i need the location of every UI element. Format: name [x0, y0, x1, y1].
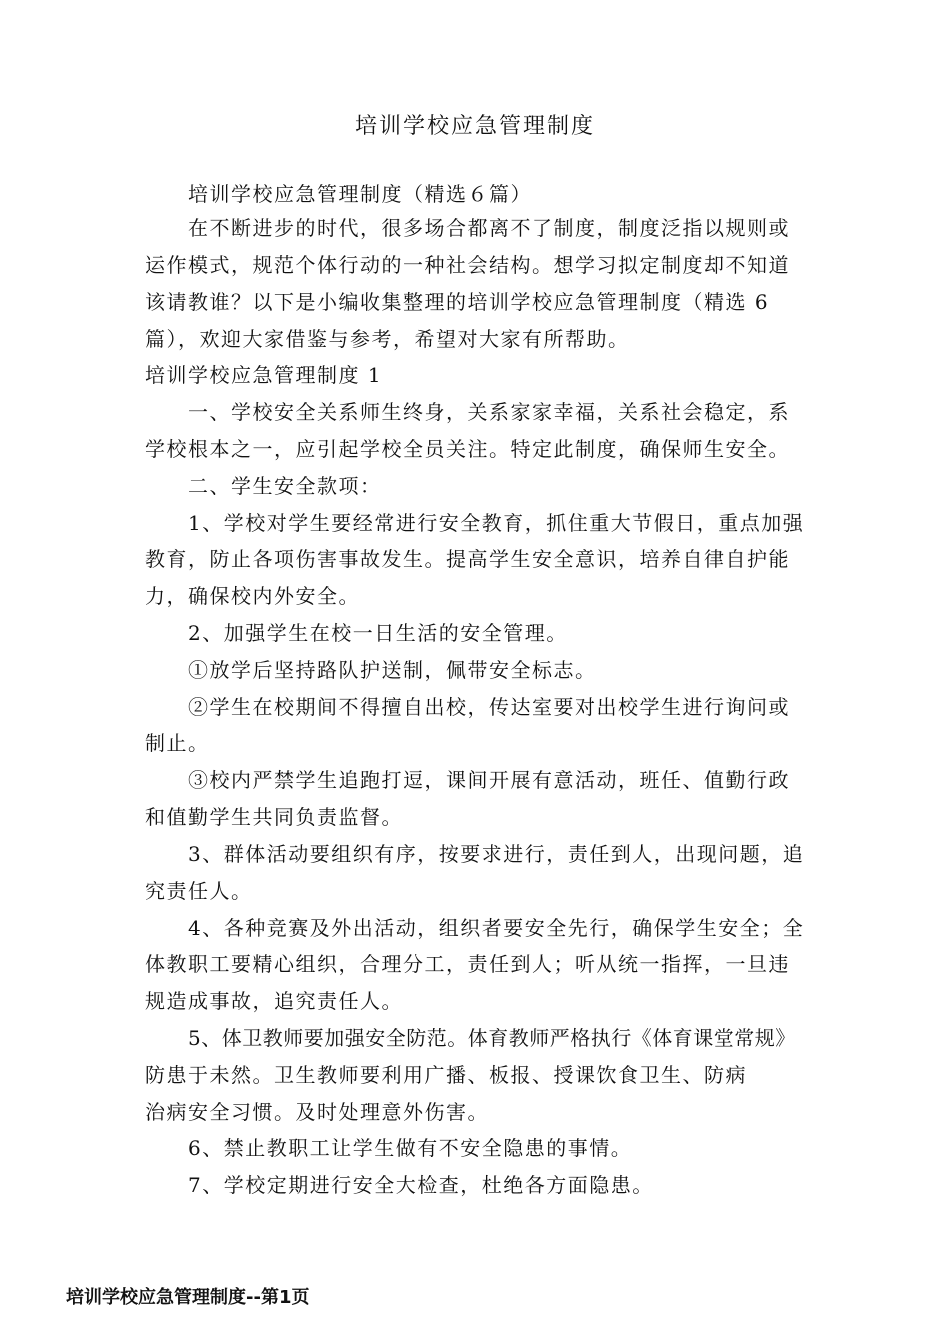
text-line: ①放学后坚持路队护送制，佩带安全标志。: [188, 658, 597, 682]
document-title: 培训学校应急管理制度: [354, 114, 595, 139]
text-line: 教育，防止各项伤害事故发生。提高学生安全意识，培养自律自护能: [145, 547, 790, 571]
text-line: 篇），欢迎大家借鉴与参考，希望对大家有所帮助。: [145, 327, 630, 351]
text-line: 6、禁止教职工让学生做有不安全隐患的事情。: [188, 1136, 633, 1160]
text-line: 该请教谁？以下是小编收集整理的培训学校应急管理制度（精选 6: [145, 290, 770, 314]
page-footer: 培训学校应急管理制度--第1页: [66, 1287, 310, 1308]
text-line: 和值勤学生共同负责监督。: [145, 805, 403, 829]
text-line: 1、学校对学生要经常进行安全教育，抓住重大节假日，重点加强: [188, 511, 805, 535]
text-line: 二、学生安全款项：: [188, 474, 382, 498]
text-line: 一、学校安全关系师生终身，关系家家幸福，关系社会稳定，系: [188, 400, 790, 424]
subtitle-line: 培训学校应急管理制度（精选６篇）: [188, 182, 532, 206]
text-line: 5、体卫教师要加强安全防范。体育教师严格执行《体育课堂常规》: [188, 1026, 796, 1050]
text-line: ③校内严禁学生追跑打逗，课间开展有意活动，班任、值勤行政: [188, 768, 790, 792]
text-line: 制止。: [145, 731, 210, 755]
text-line: 学校根本之一，应引起学校全员关注。特定此制度，确保师生安全。: [145, 437, 790, 461]
text-line: 规造成事故，追究责任人。: [145, 989, 403, 1013]
section-heading: 培训学校应急管理制度 1: [145, 363, 383, 387]
text-line: 4、各种竞赛及外出活动，组织者要安全先行，确保学生安全；全: [188, 916, 805, 940]
text-line: 治病安全习惯。及时处理意外伤害。: [145, 1100, 489, 1124]
text-line: ②学生在校期间不得擅自出校，传达室要对出校学生进行询问或: [188, 695, 790, 719]
text-line: 体教职工要精心组织，合理分工，责任到人；听从统一指挥，一旦违: [145, 952, 790, 976]
text-line: 力，确保校内外安全。: [145, 584, 360, 608]
text-line: 3、群体活动要组织有序，按要求进行，责任到人，出现问题，追: [188, 842, 805, 866]
text-line: 运作模式，规范个体行动的一种社会结构。想学习拟定制度却不知道: [145, 253, 790, 277]
text-line: 在不断进步的时代，很多场合都离不了制度，制度泛指以规则或: [188, 216, 790, 240]
text-line: 7、学校定期进行安全大检查，杜绝各方面隐患。: [188, 1173, 654, 1197]
text-line: 2、加强学生在校一日生活的安全管理。: [188, 621, 568, 645]
text-line: 究责任人。: [145, 879, 253, 903]
text-line: 防患于未然。卫生教师要利用广播、板报、授课饮食卫生、防病: [145, 1063, 747, 1087]
